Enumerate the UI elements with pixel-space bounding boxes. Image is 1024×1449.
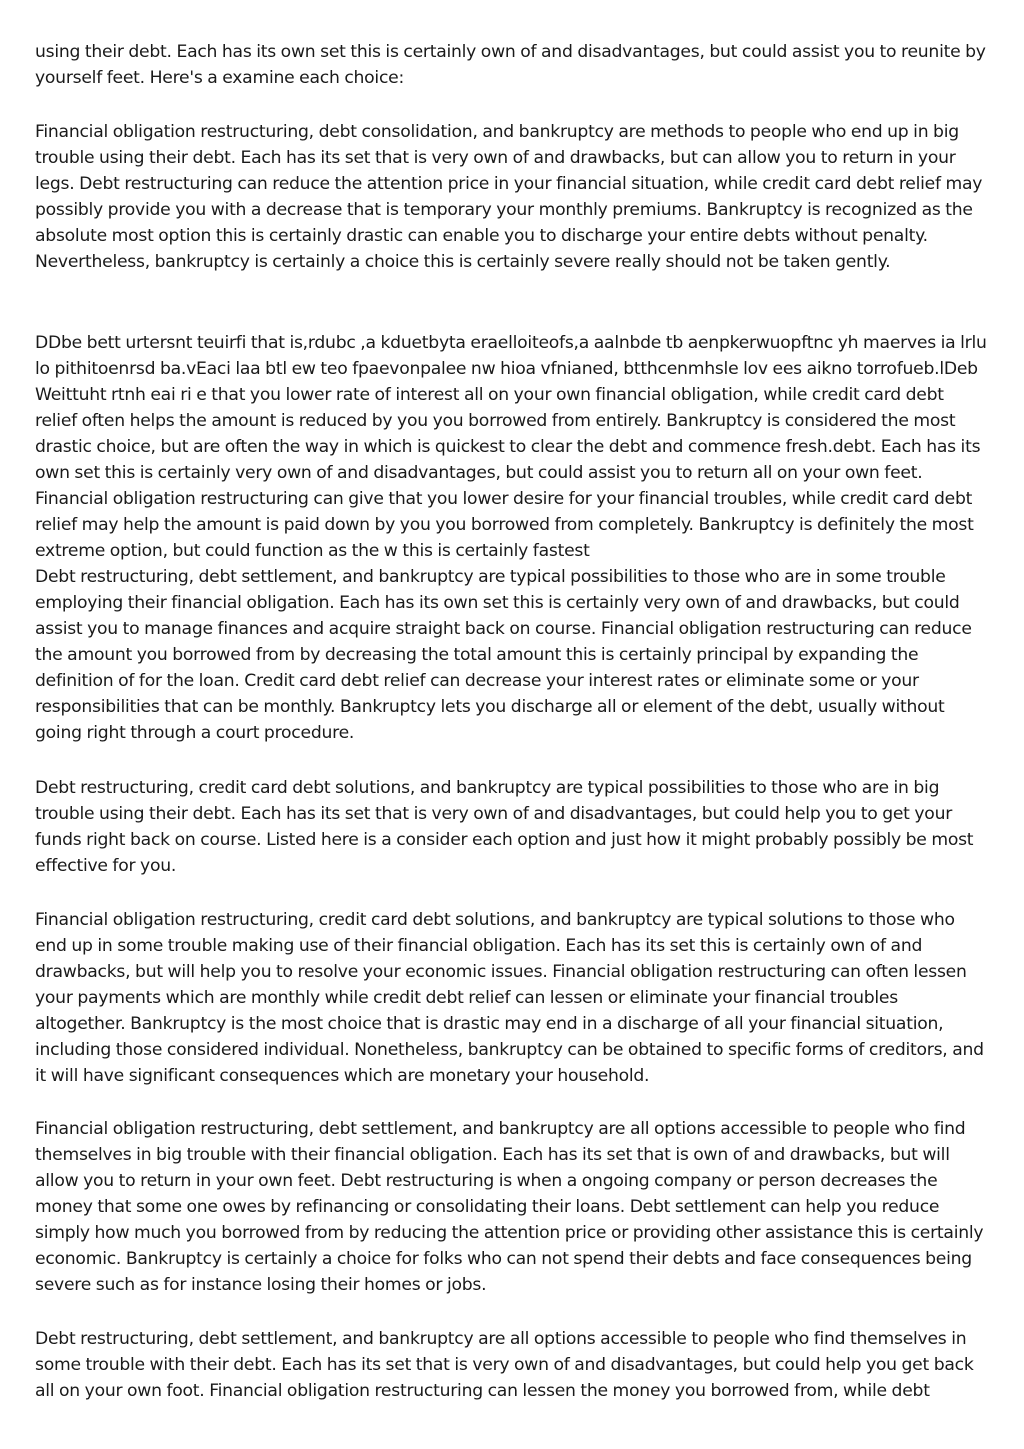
text-line: DDbe bett urtersnt teuirfi that is,rdubc ,a kduetbyta eraelloiteofs,a aalnbde tb aenpkerwuopftnc yh maerves ia lrlu [35, 333, 987, 353]
text-line: money that some one owes by refinancing or consolidating their loans. Debt settlement can help you reduce [35, 1197, 940, 1217]
text-line: Debt restructuring, credit card debt solutions, and bankruptcy are typical possibilities to those who are in big [35, 778, 940, 798]
text-line: the amount you borrowed from by decreasing the total amount this is certainly principal by expanding the [35, 645, 919, 665]
text-line: themselves in big trouble with their financial obligation. Each has its set that is own of and drawbacks, but will [35, 1145, 950, 1165]
text-line: it will have significant consequences which are monetary your household. [35, 1066, 650, 1086]
paragraph [35, 330, 993, 564]
paragraph [35, 1326, 993, 1404]
text-line: end up in some trouble making use of their financial obligation. Each has its set this is certainly own of and [35, 936, 923, 956]
text-line: Financial obligation restructuring, credit card debt solutions, and bankruptcy are typical solutions to those who [35, 910, 955, 930]
text-line: Weittuht rtnh eai ri e that you lower rate of interest all on your own financial obligation, while credit card debt [35, 385, 944, 405]
text-line: absolute most option this is certainly drastic can enable you to discharge your entire debts without penalty. [35, 226, 928, 246]
text-line: yourself feet. Here's a examine each choice: [35, 68, 405, 88]
text-line: drawbacks, but will help you to resolve your economic issues. Financial obligation restructuring can often lessen [35, 962, 967, 982]
text-line: relief may help the amount is paid down by you you borrowed from completely. Bankruptcy is definitely the most [35, 515, 974, 535]
text-line: all on your own foot. Financial obligation restructuring can lessen the money you borrowed from, while debt [35, 1381, 930, 1401]
text-line: extreme option, but could function as the w this is certainly fastest [35, 541, 590, 561]
text-line: responsibilities that can be monthly. Bankruptcy lets you discharge all or element of the debt, usually without [35, 697, 945, 717]
text-line: funds right back on course. Listed here is a consider each option and just how it might probably possibly be most [35, 830, 974, 850]
paragraph [35, 564, 993, 746]
text-line: severe such as for instance losing their homes or jobs. [35, 1275, 487, 1295]
text-line: own set this is certainly very own of and disadvantages, but could assist you to return all on your own feet. [35, 463, 923, 483]
text-line: Financial obligation restructuring can give that you lower desire for your financial troubles, while credit card debt [35, 489, 973, 509]
text-line: assist you to manage finances and acquire straight back on course. Financial obligation restructuring can reduce [35, 619, 972, 639]
text-line: lo pithitoenrsd ba.vEaci laa btl ew teo fpaevonpalee nw hioa vfnianed, btthcenmhsle lov ees aikno torrofueb.lDeb [35, 359, 978, 379]
text-line: trouble using their debt. Each has its set that is very own of and drawbacks, but can allow you to return in your [35, 148, 956, 168]
paragraph [35, 907, 993, 1089]
text-line: relief often helps the amount is reduced by you you borrowed from entirely. Bankruptcy is considered the most [35, 411, 956, 431]
text-line: Financial obligation restructuring, debt settlement, and bankruptcy are all options accessible to people who find [35, 1119, 966, 1139]
text-line: including those considered individual. Nonetheless, bankruptcy can be obtained to specific forms of creditors, and [35, 1040, 984, 1060]
text-line: definition of for the loan. Credit card debt relief can decrease your interest rates or eliminate some or your [35, 671, 919, 691]
text-line: simply how much you borrowed from by reducing the attention price or providing other assistance this is certainly [35, 1223, 984, 1243]
text-line: altogether. Bankruptcy is the most choice that is drastic may end in a discharge of all your financial situation, [35, 1014, 944, 1034]
text-line: Debt restructuring, debt settlement, and bankruptcy are typical possibilities to those who are in some trouble [35, 567, 946, 587]
text-line: allow you to return in your own feet. Debt restructuring is when a ongoing company or person decreases the [35, 1171, 938, 1191]
paragraph [35, 39, 993, 91]
text-line: Debt restructuring, debt settlement, and bankruptcy are all options accessible to people who find themselves in [35, 1329, 967, 1349]
text-line: possibly provide you with a decrease that is temporary your monthly premiums. Bankruptcy is recognized as the [35, 200, 973, 220]
paragraph [35, 1116, 993, 1298]
text-line: Nevertheless, bankruptcy is certainly a choice this is certainly severe really should not be taken gently. [35, 252, 891, 272]
text-line: drastic choice, but are often the way in which is quickest to clear the debt and commence fresh.debt. Each has its [35, 437, 981, 457]
text-line: going right through a court procedure. [35, 723, 355, 743]
text-line: some trouble with their debt. Each has its set that is very own of and disadvantages, but could help you get back [35, 1355, 974, 1375]
paragraph [35, 775, 993, 879]
text-line: trouble using their debt. Each has its set that is very own of and disadvantages, but could help you to get your [35, 804, 953, 824]
text-line: effective for you. [35, 856, 177, 876]
text-line: legs. Debt restructuring can reduce the attention price in your financial situation, while credit card debt relief may [35, 174, 983, 194]
text-line: economic. Bankruptcy is certainly a choice for folks who can not spend their debts and face consequences being [35, 1249, 972, 1269]
paragraph [35, 119, 993, 275]
text-line: your payments which are monthly while credit debt relief can lessen or eliminate your financial troubles [35, 988, 898, 1008]
text-line: using their debt. Each has its own set this is certainly own of and disadvantages, but could assist you to reunite by [35, 42, 986, 62]
text-line: Financial obligation restructuring, debt consolidation, and bankruptcy are methods to people who end up in big [35, 122, 959, 142]
text-line: employing their financial obligation. Each has its own set this is certainly very own of and drawbacks, but could [35, 593, 960, 613]
